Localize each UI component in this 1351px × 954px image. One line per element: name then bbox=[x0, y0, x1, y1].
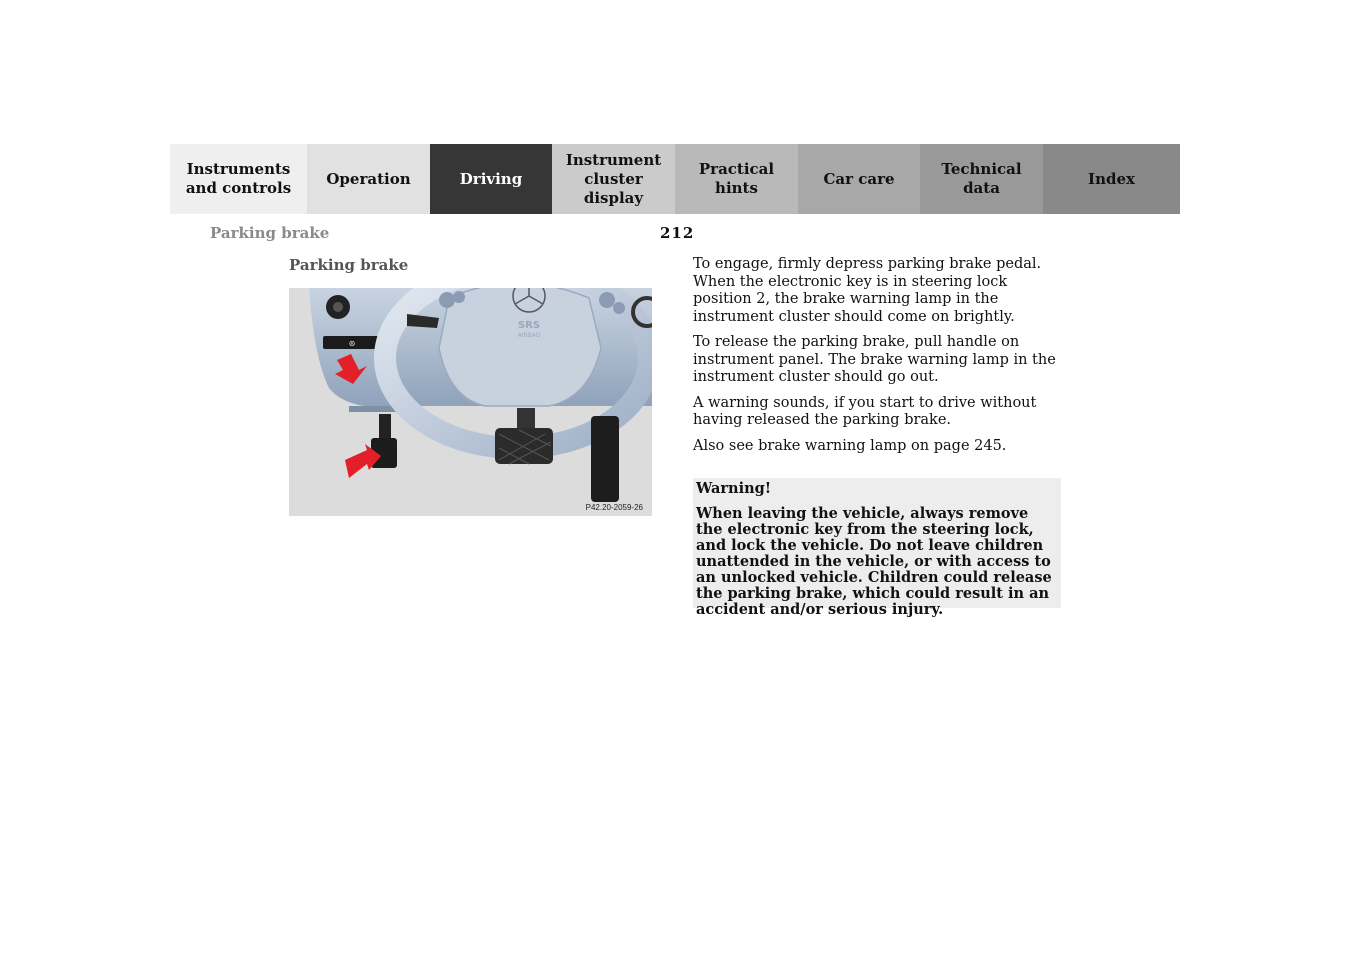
dashboard-drawing bbox=[289, 288, 652, 516]
chapter-navigation bbox=[170, 144, 1180, 214]
page-number: 212 bbox=[660, 224, 695, 242]
paragraph-release: To release the parking brake, pull handle on instrument panel. The brake warning lamp in the instrument cluster should go out. bbox=[693, 334, 1056, 385]
tab-car-care[interactable]: Car care bbox=[798, 144, 920, 214]
warning-box bbox=[693, 478, 1061, 618]
svg-text:AIRBAG: AIRBAG bbox=[517, 332, 541, 339]
steering-wheel-hub bbox=[439, 288, 601, 406]
parking-brake-illustration bbox=[289, 288, 652, 516]
svg-text:SRS: SRS bbox=[517, 320, 541, 331]
warning-title: Warning! bbox=[696, 480, 772, 497]
body-text bbox=[693, 256, 1065, 463]
paragraph-warning-sound: A warning sounds, if you start to drive without having released the parking brake. bbox=[693, 394, 1037, 428]
tab-instruments-and-controls[interactable]: Instruments and controls bbox=[170, 144, 307, 214]
content-heading: Parking brake bbox=[289, 256, 409, 274]
svg-text:⊛: ⊛ bbox=[348, 339, 356, 348]
tab-index[interactable]: Index bbox=[1043, 144, 1180, 214]
tab-practical-hints[interactable]: Practical hints bbox=[675, 144, 798, 214]
figure-code: P42.20-2059-26 bbox=[585, 503, 643, 512]
tab-instrument-cluster-display[interactable]: Instrument cluster display bbox=[552, 144, 675, 214]
paragraph-engage: To engage, firmly depress parking brake pedal. When the electronic key is in steering lock position 2, the brake warning lamp in the instrument cluster should come on brightly. bbox=[693, 256, 1042, 325]
warning-text: When leaving the vehicle, always remove the electronic key from the steering lock, and lock the vehicle. Do not leave children unattended in the vehicle, or with access to an unlocked vehicle. Children could release the parking brake, which could result in an accident and/or serious injury. bbox=[696, 505, 1052, 618]
tab-driving[interactable]: Driving bbox=[430, 144, 552, 214]
paragraph-see-also: Also see brake warning lamp on page 245. bbox=[693, 437, 1007, 454]
tab-technical-data[interactable]: Technical data bbox=[920, 144, 1043, 214]
tab-operation[interactable]: Operation bbox=[307, 144, 430, 214]
section-label: Parking brake bbox=[210, 224, 330, 242]
accelerator-pedal bbox=[591, 416, 619, 502]
